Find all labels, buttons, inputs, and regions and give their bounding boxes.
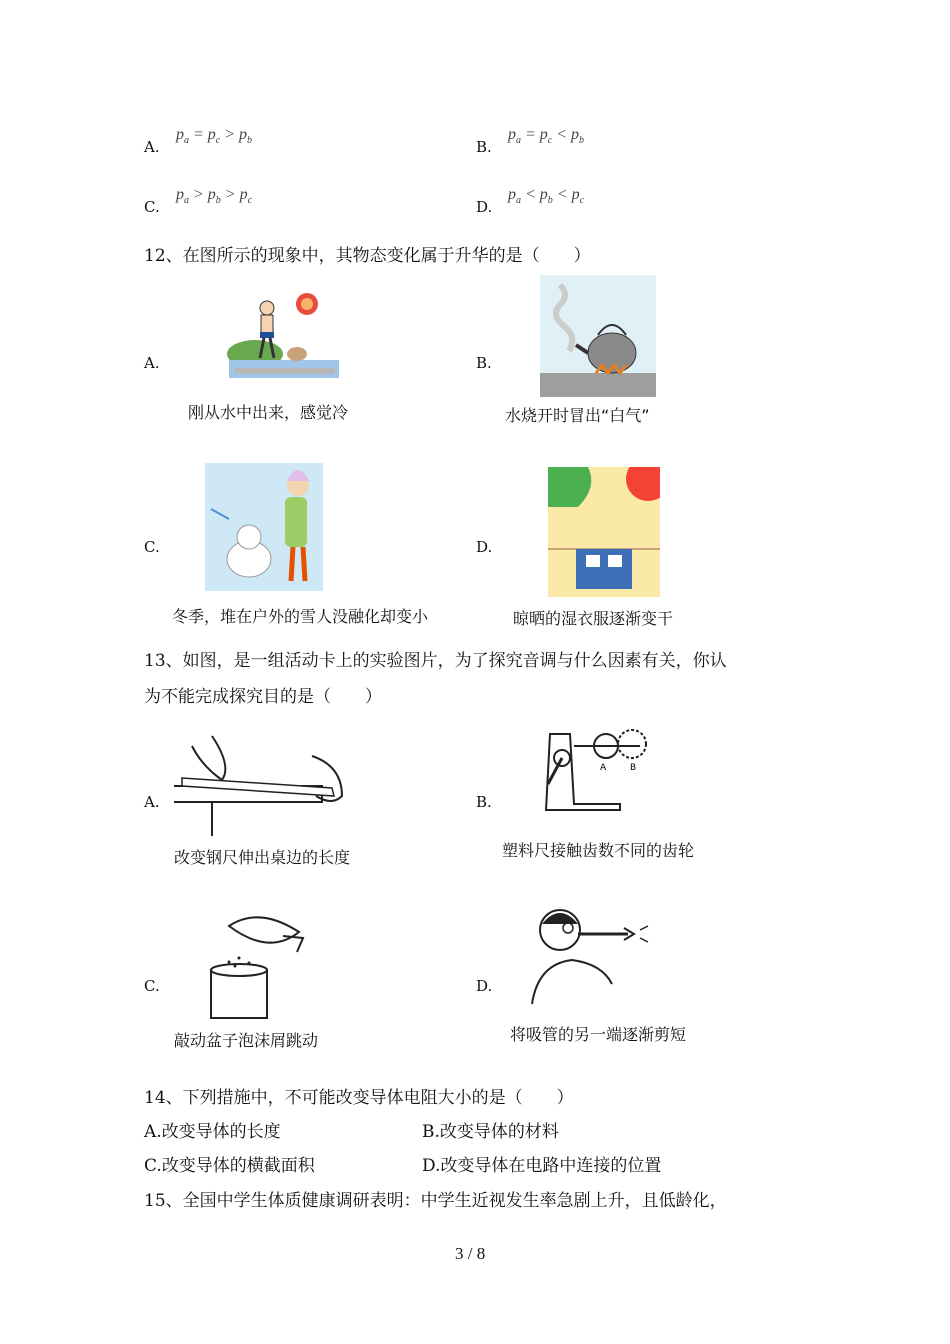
q12-option-b-caption: 水烧开时冒出“白气” [505, 406, 650, 425]
gear-crank-illustration [540, 714, 660, 826]
q12-stem: 12、在图所示的现象中，其物态变化属于升华的是（ ） [144, 246, 591, 266]
q11-option-c-formula: $p_a > p_b > p_c$ [176, 186, 253, 207]
q11-option-b-label: B. [476, 138, 492, 156]
q11-option-b-formula: $p_a = p_c < p_b$ [508, 126, 585, 147]
q13-stem-line2: 为不能完成探究目的是（ ） [144, 687, 382, 707]
basin-foam-illustration [205, 906, 317, 1024]
q13-option-c-caption: 敲动盆子泡沫屑跳动 [174, 1031, 319, 1050]
q12-option-d-caption: 晾晒的湿衣服逐渐变干 [513, 609, 674, 628]
kettle-illustration [540, 275, 656, 397]
q12-option-b-label: B. [476, 354, 492, 372]
q11-option-a-formula: $p_a = p_c > p_b$ [176, 126, 253, 147]
q15-stem: 15、全国中学生体质健康调研表明：中学生近视发生率急剧上升，且低龄化， [144, 1191, 727, 1211]
q13-option-b-caption: 塑料尺接触齿数不同的齿轮 [502, 841, 695, 860]
q14-option-d: D.改变导体在电路中连接的位置 [422, 1156, 662, 1176]
q13-option-d-label: D. [476, 977, 493, 995]
drying-clothes-illustration [548, 467, 660, 597]
q14-option-c: C.改变导体的横截面积 [144, 1156, 315, 1176]
q14-option-a: A.改变导体的长度 [144, 1122, 281, 1142]
q11-option-d-label: D. [476, 198, 493, 216]
q13-option-a-caption: 改变钢尺伸出桌边的长度 [174, 848, 351, 867]
q14-option-b: B.改变导体的材料 [422, 1122, 559, 1142]
q11-option-a-label: A. [144, 138, 160, 156]
q13-stem-line1: 13、如图，是一组活动卡上的实验图片，为了探究音调与什么因素有关，你认 [144, 651, 727, 671]
q11-option-c-label: C. [144, 198, 160, 216]
q13-option-b-label: B. [476, 793, 492, 811]
q12-option-c-caption: 冬季，堆在户外的雪人没融化却变小 [172, 607, 429, 626]
q12-option-c-label: C. [144, 538, 160, 556]
q12-option-a-label: A. [144, 354, 160, 372]
q13-option-a-label: A. [144, 793, 160, 811]
q13-option-c-label: C. [144, 977, 160, 995]
ruler-table-illustration [172, 726, 348, 838]
q13-option-d-caption: 将吸管的另一端逐渐剪短 [510, 1025, 687, 1044]
q12-option-a-caption: 刚从水中出来，感觉冷 [188, 403, 349, 422]
q12-option-d-label: D. [476, 538, 493, 556]
page-number: 3 / 8 [455, 1244, 486, 1263]
straw-musician-illustration [528, 904, 658, 1008]
q14-stem: 14、下列措施中，不可能改变导体电阻大小的是（ ） [144, 1088, 574, 1108]
q11-option-d-formula: $p_a < p_b < p_c$ [508, 186, 585, 207]
gear-b-mark: B [630, 763, 637, 773]
swimmer-illustration [215, 282, 355, 392]
snowman-illustration [205, 463, 323, 591]
gear-a-mark: A [600, 763, 607, 773]
